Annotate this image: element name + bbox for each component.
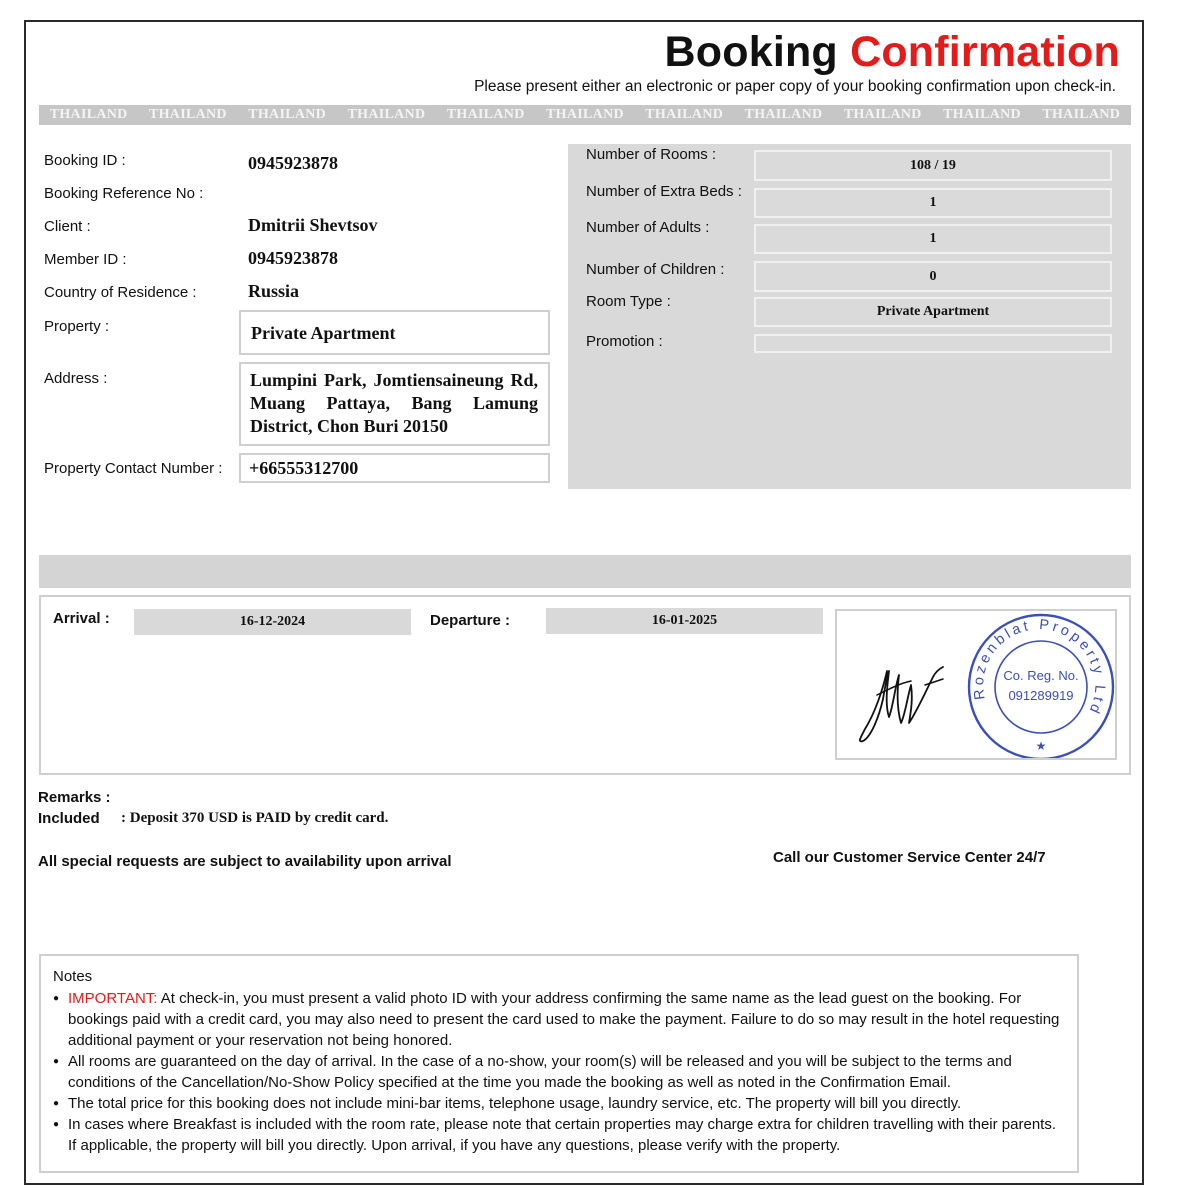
extra-beds-field: 1 [754,188,1112,218]
customer-service-note: Call our Customer Service Center 24/7 [773,849,1046,866]
notes-title: Notes [53,968,93,985]
band-word: THAILAND [645,107,724,122]
stamp-star-icon: ★ [1035,739,1047,753]
band-word: THAILAND [943,107,1021,122]
arrival-label: Arrival : [53,610,110,627]
stamp-reg-label: Co. Reg. No. [1003,668,1079,683]
room-type-field: Private Apartment [754,297,1112,327]
band-word: THAILAND [148,107,227,122]
stamp-company-text: Rozenblat Property Ltd [970,616,1108,719]
page-subtitle: Please present either an electronic or paper copy of your booking confirmation upon check-in. [474,78,1116,95]
departure-value: 16-01-2025 [546,608,823,634]
adults-field: 1 [754,224,1112,254]
children-label: Number of Children : [586,261,725,278]
included-text: : Deposit 370 USD is PAID by credit card. [121,810,389,826]
booking-id-value: 0945923878 [248,153,338,173]
member-id-value: 0945923878 [248,248,338,268]
extra-beds-label: Number of Extra Beds : [586,183,742,200]
property-contact-field: +66555312700 [239,453,550,483]
note-item-text: At check-in, you must present a valid photo ID with your address confirming the same name as the lead guest on the booking. For bookings paid with a credit card, you may also need to present the card used to make the payment. Failure to do so may result in the hotel requesting additional payment or your reservation not being honored. [68,990,1060,1049]
included-label: Included [38,810,100,827]
client-value: Dmitrii Shevtsov [248,215,378,235]
note-item-text: In cases where Breakfast is included with the room rate, please note that certain properties may charge extra for children travelling with their parents. If applicable, the property will bill you directly. Upon arrival, if you have any questions, please verify with the property. [68,1116,1056,1154]
band-word: THAILAND [843,107,922,122]
company-stamp-icon [837,611,1115,758]
adults-label: Number of Adults : [586,219,710,236]
client-label: Client : [44,218,91,235]
note-item [53,1051,1063,1093]
band-word: THAILAND [248,107,327,122]
stamp-reg-number: 091289919 [1008,688,1074,703]
departure-label: Departure : [430,612,511,629]
band-word: THAILAND [446,107,525,122]
signature-stamp-box [835,609,1117,760]
note-item-text: All rooms are guaranteed on the day of arrival. In the case of a no-show, your room(s) will be released and you will be subject to the terms and conditions of the Cancellation/No-Show Policy specified at the time you made the booking as well as noted in the Confirmation Email. [68,1053,1012,1091]
room-type-label: Room Type : [586,293,671,310]
children-field: 0 [754,261,1112,292]
band-word: THAILAND [546,107,624,122]
band-word: THAILAND [744,107,823,122]
booking-reference-label: Booking Reference No : [44,185,204,202]
band-word: THAILAND [347,107,426,122]
title-black: Booking [664,28,838,76]
band-word: THAILAND [49,107,128,122]
rooms-label: Number of Rooms : [586,146,717,163]
arrival-value: 16-12-2024 [134,609,411,635]
rooms-field: 108 / 19 [754,150,1112,181]
section-divider-bar [39,555,1131,588]
member-id-label: Member ID : [44,251,127,268]
special-requests-note: All special requests are subject to availability upon arrival [38,853,452,870]
address-field: Lumpini Park, Jomtiensaineung Rd, Muang Pattaya, Bang Lamung District, Chon Buri 20150 [239,362,550,446]
country-value: Russia [248,281,300,301]
property-contact-label: Property Contact Number : [44,460,223,477]
address-label: Address : [44,370,108,387]
country-label: Country of Residence : [44,284,197,301]
note-item [53,1114,1063,1156]
country-band [39,105,1131,125]
band-word: THAILAND [1042,107,1121,122]
booking-id-label: Booking ID : [44,152,126,169]
note-item-text: The total price for this booking does not include mini-bar items, telephone usage, laundry service, etc. The property will bill you directly. [68,1095,962,1112]
notes-box [39,954,1079,1173]
remarks-label: Remarks : [38,789,111,806]
important-prefix: IMPORTANT: [68,990,158,1007]
property-label: Property : [44,318,110,335]
note-item [53,988,1063,1051]
promotion-field [754,334,1112,353]
title-red: Confirmation [850,28,1120,76]
property-field: Private Apartment [239,310,550,355]
page-title [665,28,1120,77]
note-item [53,1093,1063,1114]
promotion-label: Promotion : [586,333,663,350]
